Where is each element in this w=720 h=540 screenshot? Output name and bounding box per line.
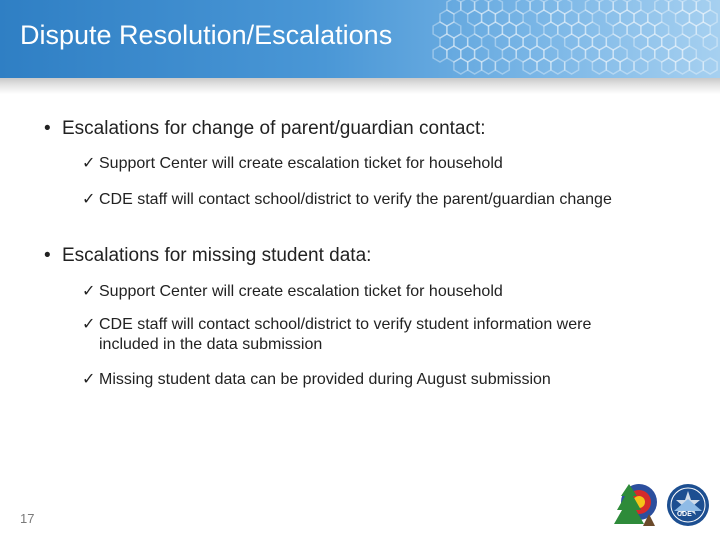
check-icon: ✓	[82, 155, 96, 172]
checklist-item: ✓ CDE staff will contact school/district to verify the parent/guardian change	[82, 191, 612, 208]
check-icon: ✓	[82, 283, 96, 300]
colorado-state-logo-icon	[609, 480, 661, 528]
section-heading: • Escalations for missing student data:	[44, 245, 372, 266]
check-icon: ✓	[82, 371, 96, 388]
cde-seal-label: CDE	[677, 511, 692, 518]
checklist-item: ✓ Missing student data can be provided during August submission	[82, 371, 551, 388]
bullet-icon: •	[44, 245, 51, 266]
slide-title: Dispute Resolution/Escalations	[20, 20, 393, 50]
check-icon: ✓	[82, 316, 96, 333]
bullet-icon: •	[44, 118, 51, 139]
check-icon: ✓	[82, 191, 96, 208]
page-number: 17	[20, 511, 35, 526]
checklist-item: ✓ CDE staff will contact school/district to verify student information were included in the data submission	[82, 316, 592, 353]
checklist-item: ✓ Support Center will create escalation ticket for household	[82, 283, 503, 300]
checklist-item: ✓ Support Center will create escalation ticket for household	[82, 155, 503, 172]
section-heading: • Escalations for change of parent/guardian contact:	[44, 118, 486, 139]
cde-seal-logo-icon	[662, 481, 714, 529]
